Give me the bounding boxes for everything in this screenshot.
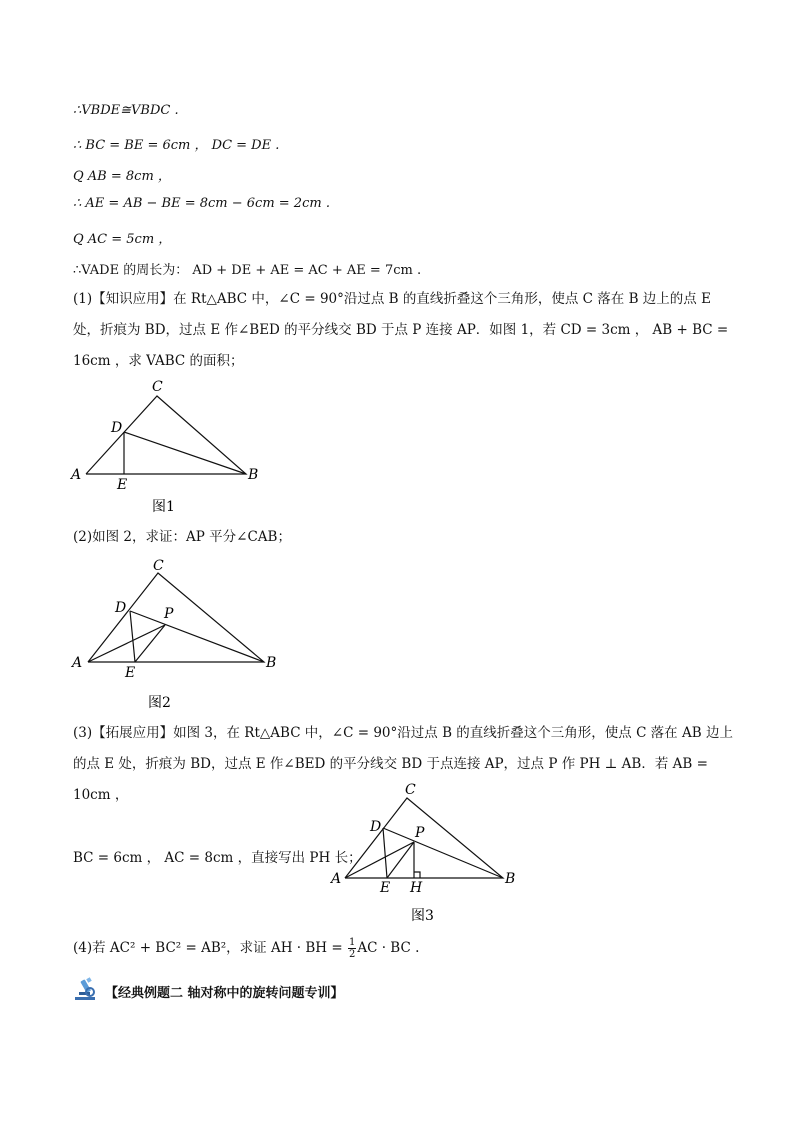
figure-1-svg <box>60 375 280 520</box>
question-4-text-after: AC · BC . <box>357 940 420 956</box>
question-4-fraction <box>348 937 356 960</box>
figure-3-svg <box>325 780 525 925</box>
fig1-label-c: C <box>152 379 163 395</box>
fig2-label-c: C <box>153 558 164 574</box>
fig1-line-db <box>124 432 246 474</box>
fig2-label-p: P <box>164 606 174 622</box>
fig3-line-de <box>383 828 387 878</box>
fig2-line-ep <box>135 625 165 662</box>
section-header <box>73 978 344 1004</box>
microscope-icon <box>73 976 99 1006</box>
figure-3 <box>325 780 525 925</box>
figure-2-svg <box>60 555 290 715</box>
question-1 <box>73 284 733 377</box>
question-3-tail: BC = 6cm ， AC = 8cm ，直接写出 PH 长； <box>73 850 362 866</box>
fig3-label-h: H <box>410 880 423 896</box>
proof-line-2: ∴ BC = BE = 6cm ， DC = DE . <box>73 138 280 153</box>
fig3-label-c: C <box>405 782 416 798</box>
proof-line-3: Q AB = 8cm ， <box>73 169 171 184</box>
fraction-numerator: 1 <box>348 937 356 948</box>
fig3-right-angle-mark <box>414 872 420 878</box>
question-3-prefix: (3)【拓展应用】 <box>73 725 174 741</box>
fig3-label-e: E <box>380 880 391 896</box>
figure-2 <box>60 555 290 715</box>
question-2: (2)如图 2，求证：AP 平分∠CAB； <box>73 529 291 545</box>
fig1-triangle-abc <box>86 396 246 474</box>
fraction-denominator: 2 <box>348 949 356 960</box>
fig2-line-ap <box>88 625 165 662</box>
question-4-text-before: (4)若 AC² + BC² = AB²，求证 AH · BH = <box>73 940 347 956</box>
fig2-line-db <box>130 611 264 662</box>
fig3-caption: 图3 <box>411 908 434 924</box>
fig3-line-ep <box>387 842 414 878</box>
section-title: 【经典例题二 轴对称中的旋转问题专训】 <box>105 985 344 1001</box>
fig2-label-a: A <box>72 655 83 671</box>
fig3-label-a: A <box>331 871 342 887</box>
fig3-line-ap <box>345 842 414 878</box>
fig2-label-d: D <box>115 600 127 616</box>
fig1-label-d: D <box>111 420 123 436</box>
fig3-label-d: D <box>370 819 382 835</box>
fig1-label-b: B <box>248 467 259 483</box>
fig2-caption: 图2 <box>148 695 171 711</box>
fig1-label-e: E <box>117 477 128 493</box>
question-1-prefix: (1)【知识应用】 <box>73 291 174 307</box>
fig2-label-e: E <box>125 665 136 681</box>
fig1-label-a: A <box>71 467 82 483</box>
question-1-text: 在 Rt△ABC 中，∠C = 90°沿过点 B 的直线折叠这个三角形，使点 C 落在 B 边上的点 E 处，折痕为 BD，过点 E 作∠BED 的平分线交 BD 于点 P 连接 AP．如图 1，若 CD = 3cm ， AB + BC = 16cm ，求 VABC 的面积； <box>73 291 729 369</box>
proof-line-1: ∴VBDE≅VBDC . <box>73 103 179 118</box>
fig3-line-db <box>383 828 503 878</box>
fig2-label-b: B <box>266 655 277 671</box>
fig3-label-p: P <box>415 825 425 841</box>
question-4 <box>73 936 419 960</box>
proof-line-6: ∴VADE 的周长为： AD + DE + AE = AC + AE = 7cm . <box>73 263 422 278</box>
fig2-line-de <box>130 611 135 662</box>
figure-1 <box>60 375 280 520</box>
fig1-caption: 图1 <box>152 499 175 515</box>
proof-line-5: Q AC = 5cm ， <box>73 232 172 247</box>
proof-line-4: ∴ AE = AB − BE = 8cm − 6cm = 2cm . <box>73 196 330 211</box>
question-3-text: 如图 3，在 Rt△ABC 中，∠C = 90°沿过点 B 的直线折叠这个三角形，使点 C 落在 AB 边上的点 E 处，折痕为 BD，过点 E 作∠BED 的平分线交 BD 于点连接 AP，过点 P 作 PH ⊥ AB．若 AB = 10cm ， <box>73 725 733 803</box>
fig3-label-b: B <box>505 871 516 887</box>
